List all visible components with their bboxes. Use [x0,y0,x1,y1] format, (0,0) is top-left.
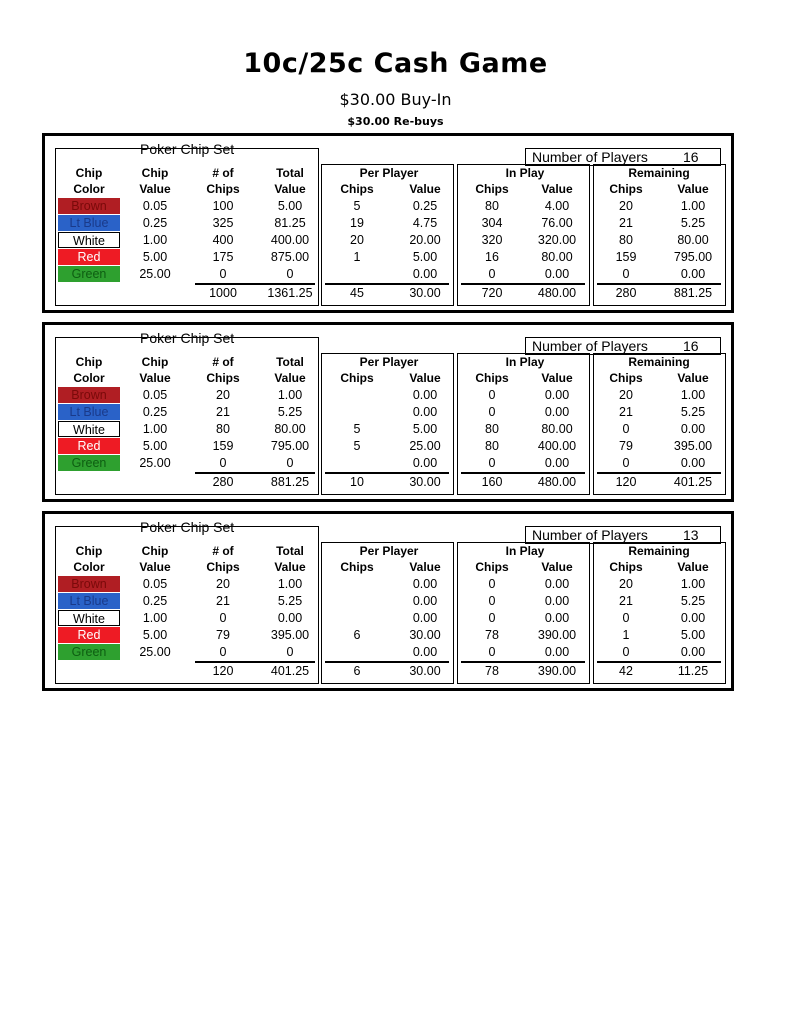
table-cell: 21 [619,405,633,419]
table-cell: 0.00 [680,645,706,659]
table-cell: 5.00 [142,250,168,264]
chip-color-swatch: Lt Blue [58,215,120,231]
header-chips: Chips [340,560,374,574]
table-cell: 0 [219,645,227,659]
header-value: Value [139,182,171,196]
table-cell: 5.25 [680,216,706,230]
table-cell: 304 [481,216,503,230]
table-cell: 20 [619,388,633,402]
header-num-of: # of [212,166,234,180]
table-cell: 0.00 [412,456,438,470]
num-players-label: Number of Players [532,338,648,354]
table-cell: 21 [619,594,633,608]
table-cell: 0 [219,611,227,625]
chip-table-panel [42,511,734,691]
header-per-player: Per Player [359,166,419,180]
table-cell: 5.00 [277,199,303,213]
total-cell: 480.00 [537,475,577,489]
total-cell: 30.00 [409,286,441,300]
num-players-value: 13 [683,527,699,543]
table-cell: 0.00 [544,611,570,625]
table-cell: 25.00 [409,439,441,453]
chip-table-panel [42,133,734,313]
header-value: Value [677,560,709,574]
total-cell: 401.25 [270,664,310,678]
header-chips: Chips [475,371,509,385]
table-cell: 1 [353,250,361,264]
table-cell: 80 [485,422,499,436]
table-cell: 795.00 [270,439,310,453]
table-cell: 0.05 [142,577,168,591]
table-cell: 5.25 [277,405,303,419]
table-cell: 5.00 [680,628,706,642]
table-cell: 5.25 [680,405,706,419]
table-cell: 5.00 [412,422,438,436]
table-cell: 0.00 [544,388,570,402]
table-cell: 0.05 [142,388,168,402]
header-in-play: In Play [505,355,545,369]
chip-color-swatch: Red [58,438,120,454]
header-value: Value [139,371,171,385]
header-remaining: Remaining [628,166,690,180]
table-cell: 0 [219,456,227,470]
table-cell: 20 [619,577,633,591]
table-cell: 1.00 [277,577,303,591]
header-value: Value [274,182,306,196]
total-underline [325,472,449,474]
header-chip: Chip [75,355,103,369]
table-cell: 21 [619,216,633,230]
total-cell: 78 [485,664,499,678]
table-cell: 5 [353,199,361,213]
table-cell: 1.00 [680,388,706,402]
table-cell: 1.00 [277,388,303,402]
header-per-player: Per Player [359,544,419,558]
header-value: Value [677,371,709,385]
header-chips: Chips [475,182,509,196]
header-value: Value [274,560,306,574]
table-cell: 875.00 [270,250,310,264]
table-cell: 0.00 [412,645,438,659]
total-cell: 160 [481,475,503,489]
table-cell: 20 [350,233,364,247]
total-cell: 280 [212,475,234,489]
table-cell: 0.25 [142,405,168,419]
chip-color-swatch: White [58,421,120,437]
chip-color-swatch: Red [58,249,120,265]
table-cell: 4.75 [412,216,438,230]
table-cell: 20 [619,199,633,213]
header-num-of: # of [212,355,234,369]
total-cell: 45 [350,286,364,300]
num-players-value: 16 [683,149,699,165]
header-color: Color [73,371,105,385]
header-chip: Chip [141,355,169,369]
header-chips: Chips [340,182,374,196]
header-total: Total [276,355,304,369]
table-cell: 16 [485,250,499,264]
table-cell: 0.00 [277,611,303,625]
table-cell: 5 [353,422,361,436]
header-total: Total [276,166,304,180]
table-cell: 5.00 [142,439,168,453]
table-cell: 0.00 [412,577,438,591]
table-cell: 25.00 [139,645,171,659]
table-cell: 80.00 [541,250,573,264]
table-cell: 0.00 [544,577,570,591]
table-cell: 5 [353,439,361,453]
header-color: Color [73,182,105,196]
total-underline [195,472,315,474]
table-cell: 80 [485,439,499,453]
table-cell: 0.00 [544,594,570,608]
table-cell: 0 [286,645,294,659]
chip-color-swatch: White [58,232,120,248]
header-value: Value [541,560,573,574]
header-remaining: Remaining [628,355,690,369]
table-cell: 0.00 [680,611,706,625]
table-cell: 80 [485,199,499,213]
table-cell: 0.25 [142,216,168,230]
chip-table-panel [42,322,734,502]
table-cell: 0 [488,405,496,419]
table-cell: 25.00 [139,267,171,281]
total-cell: 480.00 [537,286,577,300]
total-cell: 6 [353,664,361,678]
table-cell: 80 [619,233,633,247]
table-cell: 0.25 [142,594,168,608]
total-cell: 120 [615,475,637,489]
total-underline [597,472,721,474]
table-cell: 0 [286,456,294,470]
total-underline [461,661,585,663]
header-in-play: In Play [505,544,545,558]
table-cell: 4.00 [544,199,570,213]
chip-color-swatch: Lt Blue [58,593,120,609]
chip-color-swatch: Lt Blue [58,404,120,420]
header-chips: Chips [206,182,240,196]
header-value: Value [409,560,441,574]
chip-color-swatch: White [58,610,120,626]
chip-set-label: Poker Chip Set [140,519,235,535]
table-cell: 76.00 [541,216,573,230]
num-players-value: 16 [683,338,699,354]
chip-color-swatch: Green [58,644,120,660]
header-num-of: # of [212,544,234,558]
table-cell: 79 [619,439,633,453]
header-per-player: Per Player [359,355,419,369]
total-underline [195,283,315,285]
table-cell: 0.00 [412,405,438,419]
table-cell: 0 [488,388,496,402]
table-cell: 0 [622,422,630,436]
table-cell: 6 [353,628,361,642]
table-cell: 0 [488,645,496,659]
total-cell: 10 [350,475,364,489]
total-underline [461,472,585,474]
table-cell: 0.00 [412,611,438,625]
total-cell: 30.00 [409,664,441,678]
table-cell: 0 [622,645,630,659]
table-cell: 0 [488,611,496,625]
table-cell: 0.00 [412,388,438,402]
total-cell: 1361.25 [267,286,313,300]
header-value: Value [274,371,306,385]
table-cell: 400.00 [537,439,577,453]
table-cell: 0 [488,577,496,591]
total-cell: 401.25 [673,475,713,489]
table-cell: 1.00 [680,199,706,213]
header-chips: Chips [609,182,643,196]
header-color: Color [73,560,105,574]
table-cell: 0 [488,456,496,470]
table-cell: 81.25 [274,216,306,230]
header-chips: Chips [609,560,643,574]
table-cell: 175 [212,250,234,264]
total-cell: 120 [212,664,234,678]
table-cell: 1.00 [142,233,168,247]
table-cell: 0.00 [544,267,570,281]
header-chip: Chip [75,544,103,558]
table-cell: 390.00 [537,628,577,642]
rebuys-label: $30.00 Re-buys [347,115,444,128]
table-cell: 1 [622,628,630,642]
table-cell: 0.00 [412,594,438,608]
chip-set-label: Poker Chip Set [140,330,235,346]
total-underline [597,283,721,285]
table-cell: 0 [622,456,630,470]
table-cell: 0.00 [680,456,706,470]
chip-set-label: Poker Chip Set [140,141,235,157]
header-chip: Chip [141,166,169,180]
table-cell: 0 [219,267,227,281]
total-cell: 390.00 [537,664,577,678]
chip-color-swatch: Red [58,627,120,643]
table-cell: 159 [615,250,637,264]
header-chips: Chips [206,560,240,574]
table-cell: 0.00 [544,405,570,419]
header-value: Value [677,182,709,196]
chip-color-swatch: Brown [58,576,120,592]
table-cell: 20 [216,577,230,591]
table-cell: 100 [212,199,234,213]
table-cell: 400.00 [270,233,310,247]
total-underline [461,283,585,285]
table-cell: 395.00 [270,628,310,642]
table-cell: 0 [622,267,630,281]
table-cell: 5.00 [142,628,168,642]
table-cell: 795.00 [673,250,713,264]
table-cell: 21 [216,405,230,419]
total-cell: 280 [615,286,637,300]
header-remaining: Remaining [628,544,690,558]
header-chips: Chips [206,371,240,385]
table-cell: 395.00 [673,439,713,453]
table-cell: 30.00 [409,628,441,642]
total-underline [325,661,449,663]
table-cell: 0.00 [680,422,706,436]
table-cell: 19 [350,216,364,230]
table-cell: 80.00 [274,422,306,436]
table-cell: 320 [481,233,503,247]
table-cell: 5.00 [412,250,438,264]
total-cell: 720 [481,286,503,300]
chip-color-swatch: Green [58,455,120,471]
total-underline [195,661,315,663]
table-cell: 1.00 [142,422,168,436]
num-players-label: Number of Players [532,527,648,543]
table-cell: 0 [286,267,294,281]
total-cell: 11.25 [677,664,709,678]
table-cell: 0.25 [412,199,438,213]
table-cell: 0.00 [544,456,570,470]
table-cell: 78 [485,628,499,642]
chip-color-swatch: Green [58,266,120,282]
header-value: Value [541,371,573,385]
num-players-label: Number of Players [532,149,648,165]
total-cell: 30.00 [409,475,441,489]
table-cell: 5.25 [680,594,706,608]
table-cell: 0.00 [680,267,706,281]
header-in-play: In Play [505,166,545,180]
table-cell: 80.00 [541,422,573,436]
header-chip: Chip [75,166,103,180]
table-cell: 1.00 [680,577,706,591]
table-cell: 320.00 [537,233,577,247]
total-cell: 881.25 [673,286,713,300]
header-chips: Chips [475,560,509,574]
chip-color-swatch: Brown [58,387,120,403]
table-cell: 25.00 [139,456,171,470]
table-cell: 0.00 [544,645,570,659]
total-cell: 42 [619,664,633,678]
table-cell: 400 [212,233,234,247]
table-cell: 20.00 [409,233,441,247]
header-total: Total [276,544,304,558]
table-cell: 80.00 [677,233,709,247]
header-chips: Chips [609,371,643,385]
total-cell: 881.25 [270,475,310,489]
total-cell: 1000 [209,286,237,300]
header-value: Value [409,182,441,196]
chip-color-swatch: Brown [58,198,120,214]
table-cell: 5.25 [277,594,303,608]
table-cell: 20 [216,388,230,402]
table-cell: 0 [622,611,630,625]
header-value: Value [139,560,171,574]
table-cell: 325 [212,216,234,230]
table-cell: 1.00 [142,611,168,625]
table-cell: 0.05 [142,199,168,213]
page-title: 10c/25c Cash Game [243,48,548,79]
table-cell: 0 [488,594,496,608]
table-cell: 0 [488,267,496,281]
header-value: Value [409,371,441,385]
table-cell: 0.00 [412,267,438,281]
header-value: Value [541,182,573,196]
table-cell: 79 [216,628,230,642]
table-cell: 159 [212,439,234,453]
total-underline [597,661,721,663]
total-underline [325,283,449,285]
header-chip: Chip [141,544,169,558]
buy-in-label: $30.00 Buy-In [339,90,452,109]
table-cell: 80 [216,422,230,436]
header-chips: Chips [340,371,374,385]
table-cell: 21 [216,594,230,608]
